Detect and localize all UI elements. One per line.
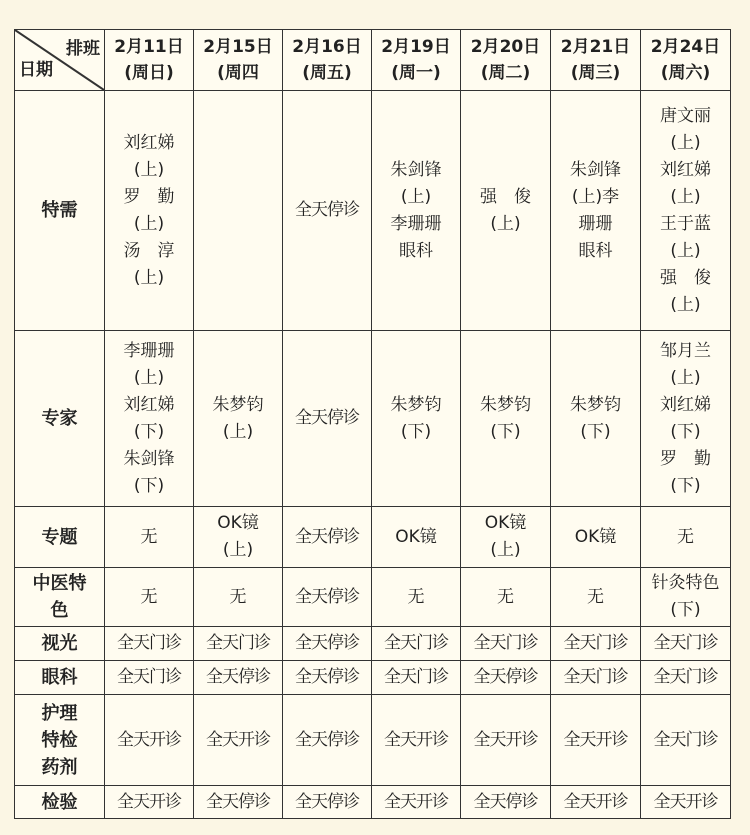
cell-text-line: 李珊珊 (123, 340, 175, 361)
column-header-3 (283, 30, 372, 91)
cell-text-line: 刘红娣 (123, 394, 175, 415)
schedule-cell (641, 91, 731, 331)
cell-text-line: OK镜 (217, 513, 259, 533)
cell-text-line: 全天停诊 (295, 200, 359, 220)
schedule-cell (372, 331, 461, 507)
cell-text-line: 全天开诊 (563, 791, 628, 812)
schedule-cell (372, 786, 461, 819)
cell-text-line: 全天停诊 (206, 667, 270, 687)
row-label-line: 色 (50, 600, 69, 621)
schedule-cell (461, 507, 551, 568)
cell-text-line: 全天开诊 (206, 729, 270, 750)
schedule-cell (641, 661, 731, 695)
schedule-cell (105, 91, 194, 331)
cell-text-line: 全天门诊 (384, 633, 448, 653)
cell-text-line: (上) (670, 132, 701, 153)
column-header-7 (641, 30, 731, 91)
schedule-cell (461, 695, 551, 786)
schedule-cell (641, 507, 731, 568)
row-label: 视光 (15, 627, 105, 661)
schedule-cell (641, 627, 731, 661)
cell-text-line: (上) (490, 213, 521, 234)
schedule-cell (372, 627, 461, 661)
schedule-cell (461, 661, 551, 695)
schedule-cell (194, 507, 283, 568)
column-header-2 (194, 30, 283, 91)
cell-text-line: 眼科 (399, 240, 433, 261)
header-row (15, 30, 731, 91)
row-label-line: 中医特 (32, 573, 87, 594)
schedule-cell (105, 507, 194, 568)
cell-text-line: 全天门诊 (473, 633, 538, 653)
schedule-cell (551, 627, 641, 661)
schedule-cell (283, 627, 372, 661)
schedule-cell (372, 568, 461, 627)
row-label: 专家 (15, 331, 105, 507)
cell-text-line: (上) (133, 213, 165, 234)
schedule-cell (641, 331, 731, 507)
cell-text-line: 全天开诊 (473, 729, 538, 750)
column-header-4 (372, 30, 461, 91)
cell-text-line: 全天门诊 (117, 633, 181, 653)
schedule-cell (461, 91, 551, 331)
cell-text-line: 全天停诊 (473, 791, 538, 812)
row-label: 眼科 (15, 661, 105, 695)
schedule-cell (461, 331, 551, 507)
column-date: 2月20日 (470, 37, 541, 57)
column-weekday: (周日) (124, 63, 174, 83)
row-label: 专题 (15, 507, 105, 568)
cell-text-line: 无 (140, 526, 158, 547)
cell-text-line: 全天停诊 (295, 586, 359, 607)
cell-text-line: 刘红娣 (660, 394, 711, 415)
column-weekday: (周四 (217, 63, 259, 83)
cell-text-line: (下) (670, 421, 701, 442)
schedule-cell (194, 627, 283, 661)
schedule-cell (194, 695, 283, 786)
cell-text-line: 眼科 (578, 240, 613, 261)
column-weekday: (周二) (480, 63, 531, 83)
cell-text-line: 全天停诊 (295, 667, 359, 687)
row-label-line: 特检 (41, 729, 78, 751)
cell-text-line: 珊珊 (578, 213, 613, 234)
schedule-row (15, 661, 731, 695)
row-label: 特需 (15, 91, 105, 331)
row-label (15, 568, 105, 627)
schedule-row (15, 91, 731, 331)
cell-text-line: 朱梦钧 (480, 394, 531, 415)
cell-text-line: 王于蓝 (660, 213, 711, 234)
cell-text-line: 全天门诊 (563, 633, 628, 653)
schedule-cell (372, 661, 461, 695)
cell-text-line: 无 (407, 586, 425, 607)
corner-label-date: 日期 (19, 60, 53, 80)
cell-text-line: (下) (580, 421, 611, 442)
schedule-row (15, 507, 731, 568)
cell-text-line: 针灸特色 (651, 573, 720, 593)
cell-text-line: 全天停诊 (473, 667, 538, 687)
row-label-line: 药剂 (41, 756, 78, 778)
schedule-cell (551, 786, 641, 819)
schedule-cell (283, 507, 372, 568)
schedule-cell (551, 331, 641, 507)
column-date: 2月24日 (650, 37, 721, 57)
column-weekday: (周三) (570, 63, 621, 83)
schedule-cell (461, 627, 551, 661)
cell-text-line: OK镜 (484, 513, 527, 533)
schedule-cell (641, 786, 731, 819)
schedule-cell (283, 695, 372, 786)
cell-text-line: OK镜 (395, 526, 437, 547)
schedule-table (14, 29, 731, 819)
cell-text-line: 朱剑锋 (390, 159, 442, 180)
corner-label-shift: 排班 (66, 39, 100, 59)
schedule-cell (283, 786, 372, 819)
schedule-cell (194, 568, 283, 627)
cell-text-line: 全天门诊 (653, 729, 718, 750)
cell-text-line: (下) (670, 600, 701, 620)
schedule-cell (105, 568, 194, 627)
cell-text-line: 无 (677, 526, 694, 547)
schedule-cell (105, 695, 194, 786)
row-label (15, 695, 105, 786)
cell-text-line: 唐文丽 (660, 105, 711, 126)
row-label-line: 护理 (41, 702, 78, 724)
schedule-row (15, 695, 731, 786)
column-date: 2月11日 (114, 37, 184, 57)
cell-text-line: 全天门诊 (653, 633, 718, 653)
schedule-cell (372, 695, 461, 786)
schedule-cell (551, 568, 641, 627)
cell-text-line: 全天开诊 (563, 729, 628, 750)
cell-text-line: 全天开诊 (117, 729, 181, 750)
cell-text-line: 全天停诊 (295, 729, 359, 750)
cell-text-line: (上) (400, 186, 432, 207)
cell-text-line: 全天开诊 (384, 791, 448, 812)
cell-text-line: 无 (140, 586, 158, 607)
cell-text-line: (上) (490, 540, 521, 560)
cell-text-line: 全天停诊 (295, 791, 359, 812)
schedule-cell (461, 568, 551, 627)
cell-text-line: (上)李 (571, 186, 620, 207)
cell-text-line: 全天停诊 (295, 633, 359, 653)
schedule-cell (551, 661, 641, 695)
cell-text-line: 无 (229, 586, 247, 607)
cell-text-line: 邹月兰 (660, 340, 711, 361)
cell-text-line: 全天门诊 (117, 667, 181, 687)
column-date: 2月16日 (292, 37, 362, 57)
schedule-cell (372, 91, 461, 331)
cell-text-line: 全天开诊 (117, 791, 181, 812)
schedule-cell (194, 661, 283, 695)
column-date: 2月21日 (560, 37, 631, 57)
cell-text-line: OK镜 (574, 526, 617, 547)
cell-text-line: (上) (222, 540, 254, 560)
schedule-row (15, 568, 731, 627)
cell-text-line: 全天门诊 (653, 667, 718, 687)
cell-text-line: 无 (587, 586, 604, 607)
column-date: 2月19日 (381, 37, 451, 57)
cell-text-line: 全天门诊 (563, 667, 628, 687)
schedule-cell (461, 786, 551, 819)
cell-text-line: (下) (400, 421, 432, 442)
cell-text-line: 刘红娣 (123, 132, 175, 153)
schedule-cell (194, 331, 283, 507)
cell-text-line: 全天停诊 (295, 408, 359, 428)
cell-text-line: (下) (490, 421, 521, 442)
schedule-cell (283, 91, 372, 331)
schedule-cell (551, 695, 641, 786)
cell-text-line: 朱剑锋 (570, 159, 621, 180)
cell-text-line: 无 (497, 586, 514, 607)
cell-text-line: (下) (133, 421, 165, 442)
cell-text-line: 罗 勤 (123, 186, 175, 207)
cell-text-line: (上) (670, 240, 701, 261)
cell-text-line: 罗 勤 (660, 448, 711, 469)
cell-text-line: 汤 淳 (123, 240, 175, 261)
cell-text-line: 全天停诊 (295, 526, 359, 547)
cell-text-line: 全天开诊 (384, 729, 448, 750)
schedule-cell (641, 695, 731, 786)
schedule-cell (105, 627, 194, 661)
column-weekday: (周一) (391, 63, 441, 83)
schedule-cell (105, 331, 194, 507)
column-date: 2月15日 (203, 37, 273, 57)
cell-text-line: 全天开诊 (653, 791, 718, 812)
column-weekday: (周六) (660, 63, 711, 83)
schedule-cell (551, 91, 641, 331)
cell-text-line: 强 俊 (480, 186, 531, 207)
cell-text-line: 全天门诊 (384, 667, 448, 687)
schedule-cell (194, 786, 283, 819)
schedule-row (15, 786, 731, 819)
cell-text-line: (上) (222, 421, 254, 442)
cell-text-line: 刘红娣 (660, 159, 711, 180)
schedule-cell (194, 91, 283, 331)
cell-text-line: (上) (133, 367, 165, 388)
cell-text-line: (下) (670, 475, 701, 496)
cell-text-line: 朱梦钧 (390, 394, 442, 415)
cell-text-line: (上) (670, 367, 701, 388)
cell-text-line: (下) (133, 475, 165, 496)
schedule-row (15, 627, 731, 661)
schedule-cell (105, 786, 194, 819)
schedule-cell (283, 661, 372, 695)
schedule-cell (283, 331, 372, 507)
cell-text-line: (上) (670, 294, 701, 315)
schedule-cell (105, 661, 194, 695)
schedule-cell (372, 507, 461, 568)
cell-text-line: 李珊珊 (390, 213, 442, 234)
schedule-cell (551, 507, 641, 568)
cell-text-line: (上) (133, 159, 165, 180)
row-label: 检验 (15, 786, 105, 819)
column-header-5 (461, 30, 551, 91)
schedule-row (15, 331, 731, 507)
cell-text-line: 强 俊 (660, 267, 711, 288)
cell-text-line: (上) (670, 186, 701, 207)
cell-text-line: (上) (133, 267, 165, 288)
cell-text-line: 全天停诊 (206, 791, 270, 812)
corner-cell (15, 30, 105, 91)
cell-text-line: 朱梦钧 (570, 394, 621, 415)
column-header-6 (551, 30, 641, 91)
schedule-cell (641, 568, 731, 627)
cell-text-line: 朱梦钧 (212, 394, 264, 415)
column-header-1 (105, 30, 194, 91)
cell-text-line: 全天门诊 (206, 633, 270, 653)
cell-text-line: 朱剑锋 (123, 448, 175, 469)
schedule-cell (283, 568, 372, 627)
column-weekday: (周五) (302, 63, 352, 83)
